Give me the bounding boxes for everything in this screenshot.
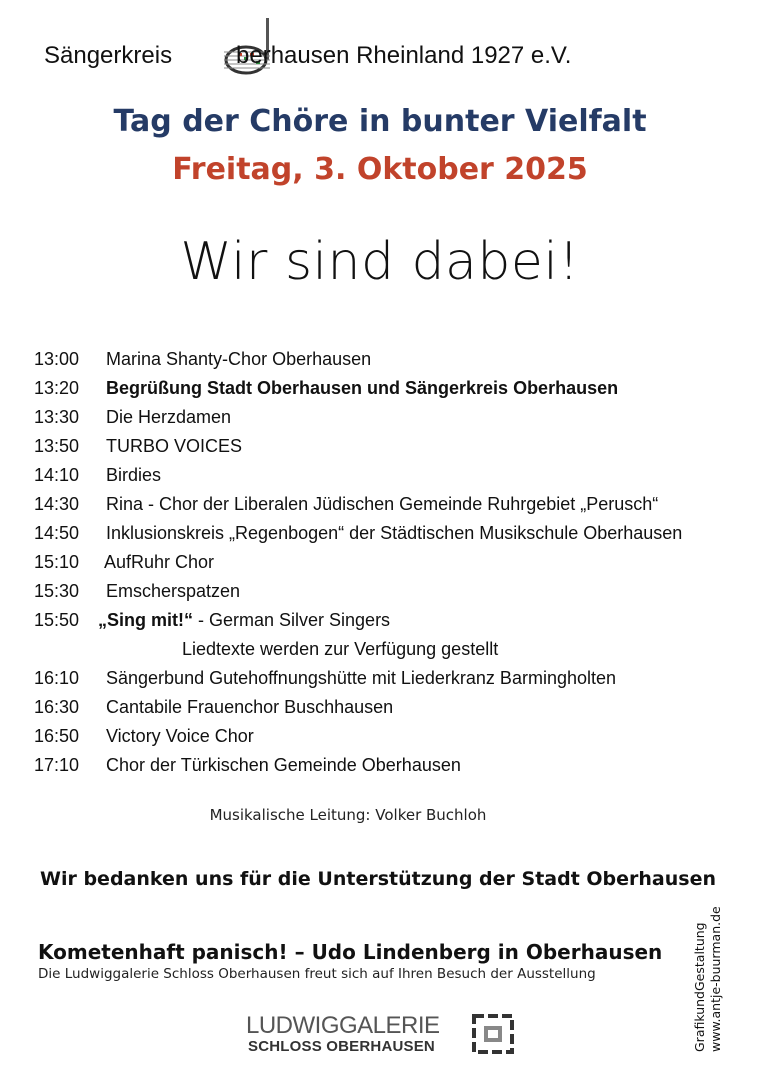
- logo-line2: SCHLOSS OBERHAUSEN: [248, 1038, 435, 1055]
- schedule-time: 14:30: [34, 494, 80, 514]
- schedule-row: [34, 493, 734, 522]
- schedule-act: Victory Voice Chor: [106, 726, 254, 746]
- schedule-time: 13:00: [34, 349, 80, 369]
- schedule-act: Sängerbund Gutehoffnungshütte mit Liederkranz Barmingholten: [106, 668, 617, 688]
- org-name-part2: berhausen Rheinland 1927 e.V.: [236, 42, 572, 69]
- schedule-time: 14:50: [34, 523, 80, 543]
- schedule-act: Inklusionskreis „Regenbogen“ der Städtischen Musikschule Oberhausen: [106, 523, 683, 543]
- schedule-row: [34, 580, 734, 609]
- schedule-act: TURBO VOICES: [106, 436, 243, 456]
- sing-mit-rest: - German Silver Singers: [193, 610, 391, 630]
- schedule-act: AufRuhr Chor: [104, 552, 215, 572]
- design-credit: [692, 892, 724, 1052]
- schedule-row: [34, 406, 734, 435]
- ludwiggalerie-logo-icon: [472, 1014, 514, 1054]
- schedule-act: [98, 609, 390, 631]
- schedule-act: Begrüßung Stadt Oberhausen und Sängerkreis Oberhausen: [106, 378, 619, 398]
- schedule-act: Emscherspatzen: [106, 581, 241, 601]
- sing-mit-label: „Sing mit!“: [98, 610, 193, 630]
- schedule-time: 13:30: [34, 407, 80, 427]
- schedule-act: Die Herzdamen: [106, 407, 232, 427]
- header: [0, 38, 760, 78]
- schedule-time: 15:50: [34, 610, 80, 630]
- exhibition-subtitle: Die Ludwiggalerie Schloss Oberhausen freut sich auf Ihren Besuch der Ausstellung: [38, 966, 596, 982]
- schedule-row: [34, 551, 734, 580]
- schedule-act: Birdies: [106, 465, 162, 485]
- schedule-act: Chor der Türkischen Gemeinde Oberhausen: [106, 755, 461, 775]
- schedule-row: [34, 377, 734, 406]
- exhibition-title: Kometenhaft panisch! – Udo Lindenberg in Oberhausen: [38, 940, 663, 964]
- schedule-row: [34, 667, 734, 696]
- schedule-row: [34, 754, 734, 783]
- schedule-row: [34, 464, 734, 493]
- schedule-row: [34, 696, 734, 725]
- schedule-note: [34, 638, 734, 667]
- schedule-time: 15:30: [34, 581, 80, 601]
- schedule-time: 16:50: [34, 726, 80, 746]
- schedule-list: [34, 348, 734, 783]
- schedule-row: [34, 725, 734, 754]
- schedule-act: Marina Shanty-Chor Oberhausen: [106, 349, 372, 369]
- schedule-act: Cantabile Frauenchor Buschhausen: [106, 697, 394, 717]
- event-title: Tag der Chöre in bunter Vielfalt: [113, 104, 647, 139]
- schedule-row: [34, 348, 734, 377]
- credit-line2: www.antje-buurman.de: [708, 906, 723, 1052]
- schedule-time: 16:30: [34, 697, 80, 717]
- schedule-row: [34, 435, 734, 464]
- schedule-time: 13:50: [34, 436, 80, 456]
- schedule-time: 16:10: [34, 668, 80, 688]
- ludwiggalerie-logo: [246, 1012, 526, 1056]
- schedule-row: [34, 609, 734, 638]
- event-date: Freitag, 3. Oktober 2025: [172, 152, 588, 187]
- schedule-time: 15:10: [34, 552, 80, 572]
- schedule-act: Rina - Chor der Liberalen Jüdischen Gemeinde Ruhrgebiet „Perusch“: [106, 494, 659, 514]
- thanks-text: Wir bedanken uns für die Unterstützung der Stadt Oberhausen: [40, 868, 716, 890]
- schedule-time: 17:10: [34, 755, 80, 775]
- headline: Wir sind dabei!: [180, 232, 580, 292]
- schedule-note-text: Liedtexte werden zur Verfügung gestellt: [182, 639, 499, 659]
- org-name-part1: Sängerkreis: [44, 42, 173, 69]
- logo-line1: LUDWIGGALERIE: [246, 1012, 440, 1039]
- schedule-time: 14:10: [34, 465, 80, 485]
- credit-line1: GrafikundGestaltung: [692, 922, 707, 1052]
- musical-direction: Musikalische Leitung: Volker Buchloh: [209, 806, 487, 824]
- schedule-row: [34, 522, 734, 551]
- schedule-time: 13:20: [34, 378, 80, 398]
